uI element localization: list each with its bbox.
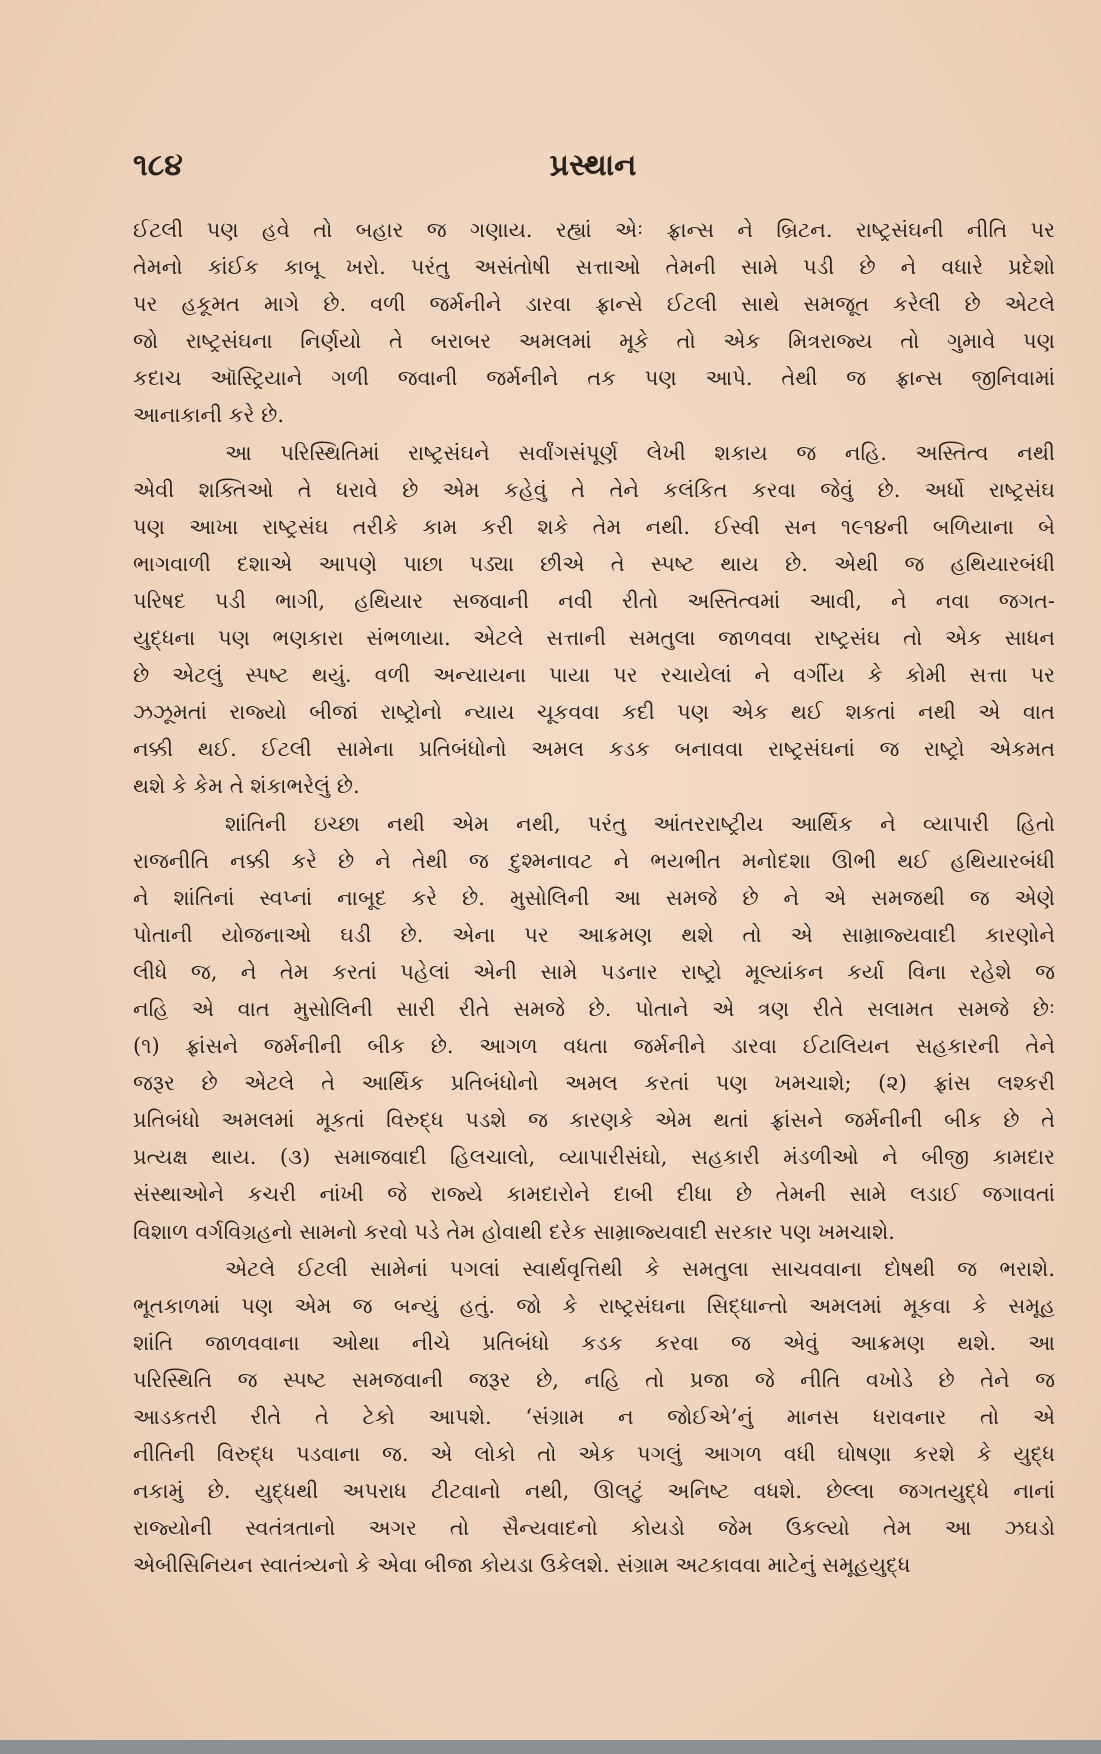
text-line: એબીસિનિયન સ્વાતંત્ર્યનો કે એવા બીજા કોયડા ઉકેલશે. સંગ્રામ અટકાવવા માટેનું સમૂહયુદ્ધ — [133, 1553, 911, 1578]
text-line: પણ આખા રાષ્ટ્રસંઘ તરીકે કામ કરી શકે તેમ નથી. ઈસ્વી સન ૧૯૧૪ની બળિયાના બે — [133, 514, 1055, 539]
text-line: કદાચ ઑસ્ટ્રિયાને ગળી જવાની જર્મનીને તક પણ આપે. તેથી જ ફ્રાન્સ જીનિવામાં — [133, 366, 1055, 391]
paragraph — [133, 212, 1055, 435]
text-line: એટલે ઈટલી સામેનાં પગલાં સ્વાર્થવૃત્તિથી કે સમતુલા સાચવવાના દોષથી જ ભરાશે. — [225, 1256, 1055, 1281]
text-line: પ્રત્યક્ષ થાય. (૩) સમાજવાદી હિલચાલો, વ્યાપારીસંઘો, સહકારી મંડળીઓ ને બીજી કામદાર — [133, 1145, 1055, 1170]
page-header — [133, 148, 1053, 188]
text-line: નીતિની વિરુદ્ધ પડવાના જ. એ લોકો તો એક પગલું આગળ વધી ઘોષણા કરશે કે યુદ્ધ — [133, 1442, 1055, 1467]
text-line: ઝઝૂમતાં રાજ્યો બીજાં રાષ્ટ્રોનો ન્યાય ચૂકવવા કદી પણ એક થઈ શકતાં નથી એ વાત — [133, 700, 1055, 725]
text-line: જો રાષ્ટ્રસંઘના નિર્ણયો તે બરાબર અમલમાં મૂકે તો એક મિત્રરાજ્ય તો ગુમાવે પણ — [133, 329, 1055, 354]
text-line: પરિસ્થિતિ જ સ્પષ્ટ સમજવાની જરૂર છે, નહિ તો પ્રજા જે નીતિ વખોડે છે તેને જ — [133, 1367, 1055, 1392]
paragraph — [133, 1251, 1055, 1585]
text-line: વિશાળ વર્ગવિગ્રહનો સામનો કરવો પડે તેમ હોવાથી દરેક સામ્રાજ્યવાદી સરકાર પણ ખમચાશે. — [133, 1219, 895, 1244]
text-line: રાજ્યોની સ્વતંત્રતાનો અગર તો સૈન્યવાદનો કોયડો જેમ ઉકલ્યો તેમ આ ઝઘડો — [133, 1516, 1055, 1541]
text-line: આનાકાની કરે છે. — [133, 403, 285, 428]
text-line: જરૂર છે એટલે તે આર્થિક પ્રતિબંધોનો અમલ કરતાં પણ ખમચાશે; (૨) ફ્રાંસ લશ્કરી — [133, 1071, 1055, 1096]
body-text — [133, 212, 1055, 1584]
text-line: નકામું છે. યુદ્ધથી અપરાધ ટીટવાનો નથી, ઊલટું અનિષ્ટ વધશે. છેલ્લા જગતયુદ્ધે નાનાં — [133, 1479, 1055, 1504]
text-line: શાંતિ જાળવવાના ઓથા નીચે પ્રતિબંધો કડક કરવા જ એવું આક્રમણ થશે. આ — [133, 1330, 1055, 1355]
text-line: તેમનો કાંઈક કાબૂ ખરો. પરંતુ અસંતોષી સત્તાઓ તેમની સામે પડી છે ને વધારે પ્રદેશો — [133, 255, 1055, 280]
text-line: સંસ્થાઓને કચરી નાંખી જે રાજ્યે કામદારોને દાબી દીધા છે તેમની સામે લડાઈ જગાવતાં — [133, 1182, 1055, 1207]
text-line: પ્રતિબંધો અમલમાં મૂકતાં વિરુદ્ધ પડશે જ કારણકે એમ થતાં ફ્રાંસને જર્મનીની બીક છે તે — [133, 1108, 1055, 1133]
text-line: ભાગવાળી દશાએ આપણે પાછા પડ્યા છીએ તે સ્પષ્ટ થાય છે. એથી જ હથિયારબંધી — [133, 551, 1055, 576]
text-line: આ પરિસ્થિતિમાં રાષ્ટ્રસંઘને સર્વાંગસંપૂર્ણ લેખી શકાય જ નહિ. અસ્તિત્વ નથી — [225, 440, 1055, 465]
text-line: પરિષદ પડી ભાગી, હથિયાર સજવાની નવી રીતો અસ્તિત્વમાં આવી, ને નવા જગત- — [133, 588, 1055, 613]
text-line: થશે કે કેમ તે શંકાભરેલું છે. — [133, 774, 360, 799]
text-line: છે એટલું સ્પષ્ટ થયું. વળી અન્યાયના પાયા પર રચાયેલાં ને વર્ગીય કે કોમી સત્તા પર — [133, 663, 1055, 688]
text-line: રાજનીતિ નક્કી કરે છે ને તેથી જ દુશ્મનાવટ ને ભયભીત મનોદશા ઊભી થઈ હથિયારબંધી — [133, 848, 1055, 873]
paragraph — [133, 435, 1055, 806]
text-line: લીધે જ, ને તેમ કરતાં પહેલાં એની સામે પડનાર રાષ્ટ્રો મૂલ્યાંકન કર્યા વિના રહેશે જ — [133, 959, 1055, 984]
text-line: આડકતરી રીતે તે ટેકો આપશે. ‘સંગ્રામ ન જોઈએ’નું માનસ ધરાવનાર તો એ — [133, 1405, 1055, 1429]
text-line: યુદ્ધના પણ ભણકારા સંભળાયા. એટલે સત્તાની સમતુલા જાળવવા રાષ્ટ્રસંઘ તો એક સાધન — [133, 626, 1055, 651]
page-number: ૧૮૪ — [133, 148, 183, 183]
text-line: ઈટલી પણ હવે તો બહાર જ ગણાય. રહ્યાં એઃ ફ્રાન્સ ને બ્રિટન. રાષ્ટ્રસંઘની નીતિ પર — [133, 218, 1055, 242]
paragraph — [133, 806, 1055, 1251]
text-line: નહિ એ વાત મુસોલિની સારી રીતે સમજે છે. પોતાને એ ત્રણ રીતે સલામત સમજે છેઃ — [133, 996, 1055, 1021]
text-line: (૧) ફ્રાંસને જર્મનીની બીક છે. આગળ વધતા જર્મનીને ડારવા ઈટાલિયન સહકારની તેને — [133, 1034, 1055, 1059]
text-line: ભૂતકાળમાં પણ એમ જ બન્યું હતું. જો કે રાષ્ટ્રસંઘના સિદ્ધાન્તો અમલમાં મૂકવા કે સમૂહ — [133, 1293, 1055, 1318]
running-title: પ્રસ્થાન — [549, 148, 637, 183]
text-line: નક્કી થઈ. ઈટલી સામેના પ્રતિબંધોનો અમલ કડક બનાવવા રાષ્ટ્રસંઘનાં જ રાષ્ટ્રો એકમત — [133, 737, 1055, 762]
text-line: શાંતિની ઇચ્છા નથી એમ નથી, પરંતુ આંતરરાષ્ટ્રીય આર્થિક ને વ્યાપારી હિતો — [225, 811, 1055, 836]
text-line: પર હકૂમત માગે છે. વળી જર્મનીને ડારવા ફ્રાન્સે ઈટલી સાથે સમજૂત કરેલી છે એટલે — [133, 292, 1055, 317]
text-line: એવી શક્તિઓ તે ધરાવે છે એમ કહેવું તે તેને કલંકિત કરવા જેવું છે. અર્ધો રાષ્ટ્રસંઘ — [133, 477, 1055, 502]
text-line: પોતાની યોજનાઓ ઘડી છે. એના પર આક્રમણ થશે તો એ સામ્રાજ્યવાદી કારણોને — [133, 922, 1055, 947]
text-line: ને શાંતિનાં સ્વપ્નાં નાબૂદ કરે છે. મુસોલિની આ સમજે છે ને એ સમજથી જ એણે — [133, 885, 1055, 910]
